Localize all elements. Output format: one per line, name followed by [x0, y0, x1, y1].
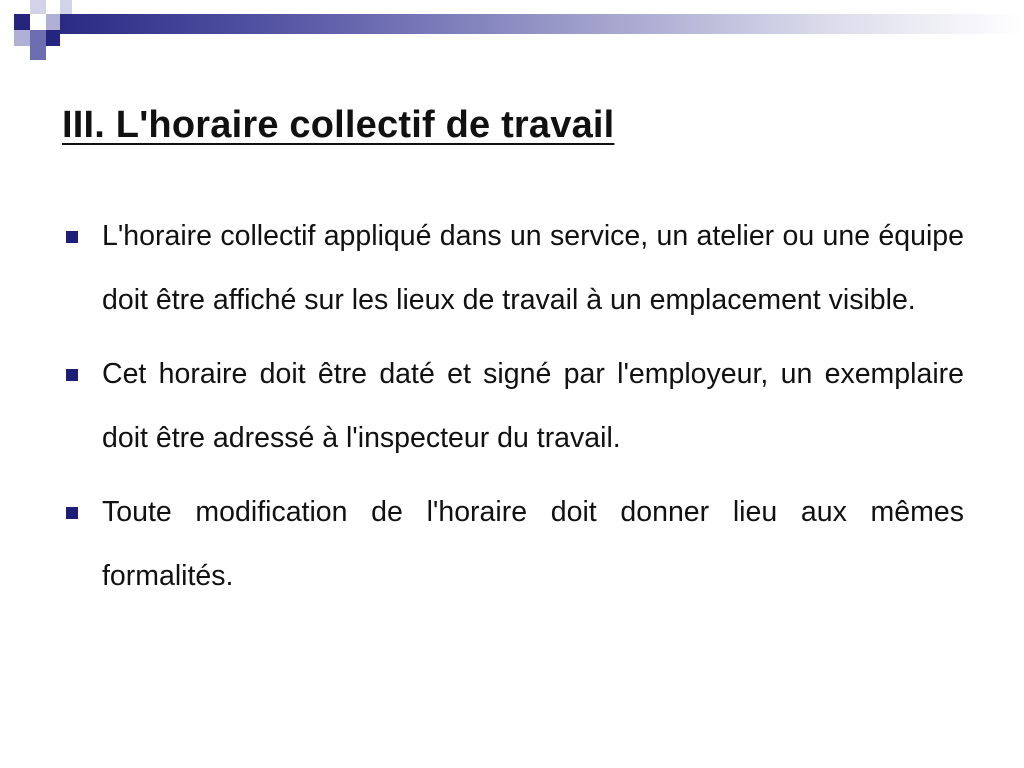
- decor-square-icon: [46, 14, 60, 30]
- decor-square-icon: [46, 30, 60, 46]
- bullet-list: [62, 204, 964, 618]
- square-bullet-icon: [66, 507, 78, 519]
- bullet-item: [62, 480, 964, 608]
- decor-square-icon: [30, 46, 46, 60]
- bullet-text: L'horaire collectif appliqué dans un service, un atelier ou une équipe doit être affiché sur les lieux de travail à un emplacement visible.: [102, 220, 964, 316]
- square-bullet-icon: [66, 231, 78, 243]
- decor-square-icon: [30, 30, 46, 46]
- decor-square-icon: [30, 0, 46, 14]
- bullet-text: Cet horaire doit être daté et signé par l'employeur, un exemplaire doit être adressé à l'inspecteur du travail.: [102, 358, 964, 454]
- bullet-item: [62, 342, 964, 470]
- bullet-item: [62, 204, 964, 332]
- header-gradient-bar: [60, 14, 1024, 34]
- square-bullet-icon: [66, 369, 78, 381]
- bullet-text: Toute modification de l'horaire doit donner lieu aux mêmes formalités.: [102, 496, 964, 592]
- slide-title: III. L'horaire collectif de travail: [62, 104, 615, 146]
- decor-square-icon: [60, 0, 72, 14]
- decor-square-icon: [14, 14, 30, 30]
- decor-square-icon: [14, 30, 30, 46]
